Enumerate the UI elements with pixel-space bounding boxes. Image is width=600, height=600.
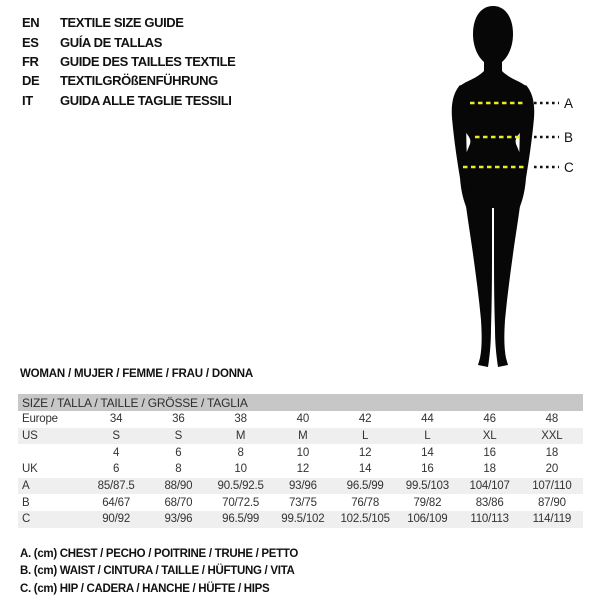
table-cell: 34 [109,413,123,426]
table-cell: 93/96 [164,513,193,526]
table-cell: L [362,430,369,443]
language-code: FR [22,53,39,69]
table-cell: XL [482,430,497,443]
table-cell: 18 [483,463,496,476]
measurement-footnotes [20,545,298,598]
language-label: GUIDA ALLE TAGLIE TESSILI [60,92,232,108]
woman-silhouette [452,6,534,367]
table-row [18,444,583,461]
table-cell: 38 [234,413,247,426]
table-row [18,511,583,528]
table-cell: 42 [358,413,372,426]
table-cell: 68/70 [164,496,193,509]
language-list [22,13,235,110]
table-row [18,411,583,428]
table-cell: 70/72.5 [222,496,260,509]
table-cell: M [235,430,246,443]
language-label: GUIDE DES TAILLES TEXTILE [60,53,236,69]
language-row-fr [22,52,235,71]
table-cell: S [174,430,183,443]
table-cell: M [298,430,308,443]
table-cell: S [112,430,120,443]
table-cell: 110/113 [470,513,509,526]
table-cell: 8 [237,446,244,459]
size-table-header-text: SIZE / TALLA / TAILLE / GRÖSSE / TAGLIA [22,395,248,410]
table-cell: 93/96 [288,480,317,493]
table-cell: 20 [545,463,559,476]
table-cell: 14 [358,463,372,476]
table-cell: 96.5/99 [222,513,260,526]
table-cell: 64/67 [102,496,131,509]
table-row-label: C [22,513,31,526]
table-cell: 73/75 [288,496,317,509]
table-cell: L [424,430,431,443]
table-cell: 44 [421,413,434,426]
table-cell: 83/86 [475,496,504,509]
table-row-label: A [22,480,30,493]
table-cell: 6 [113,463,120,476]
table-cell: XXL [541,430,563,443]
table-cell: 79/82 [413,496,442,509]
table-row-label: Europe [22,413,58,426]
language-label: TEXTILE SIZE GUIDE [60,15,184,31]
table-cell: 46 [483,413,496,426]
table-cell: 96.5/99 [346,480,384,493]
table-cell: 48 [545,413,559,426]
table-cell: 16 [421,463,434,476]
size-table-body [18,411,583,528]
table-cell: 6 [175,446,182,459]
table-cell: 90.5/92.5 [217,480,264,493]
table-cell: 99.5/102 [281,513,325,526]
language-code: IT [22,92,33,108]
language-row-en [22,13,235,32]
table-cell: 40 [296,413,310,426]
table-cell: 8 [175,463,182,476]
table-row-label: US [22,430,38,443]
language-code: ES [22,34,39,50]
table-cell: 18 [545,446,559,459]
table-cell: 85/87.5 [97,480,135,493]
table-cell: 114/119 [532,513,572,526]
language-label: TEXTILGRÖßENFÜHRUNG [60,73,218,89]
table-cell: 36 [172,413,185,426]
table-row [18,494,583,511]
table-cell: 104/107 [469,480,510,493]
footnote-waist: B. (cm) WAIST / CINTURA / TAILLE / HÜFTUNG / VITA [20,565,295,578]
size-table-header [18,394,583,411]
table-cell: 88/90 [164,480,193,493]
footnote-hip: C. (cm) HIP / CADERA / HANCHE / HÜFTE / HIPS [20,582,270,595]
language-row-it [22,91,235,110]
language-row-es [22,32,235,51]
table-cell: 10 [234,463,247,476]
language-row-de [22,71,235,90]
table-cell: 12 [358,446,372,459]
table-row [18,478,583,495]
table-cell: 4 [113,446,120,459]
hip-label: C [564,160,574,175]
woman-silhouette-svg [420,0,600,375]
table-cell: 76/78 [351,496,380,509]
table-cell: 12 [296,463,310,476]
table-cell: 90/92 [102,513,131,526]
language-label: GUÍA DE TALLAS [60,34,163,50]
table-row [18,428,583,445]
chest-label: A [564,96,574,111]
footnote-chest: A. (cm) CHEST / PECHO / POITRINE / TRUHE / PETTO [20,547,299,560]
table-cell: 106/109 [407,513,448,526]
table-cell: 99.5/103 [405,480,449,493]
table-cell: 87/90 [537,496,566,509]
language-code: DE [22,73,40,89]
table-cell: 102.5/105 [340,513,390,526]
waist-label: B [564,130,574,145]
woman-heading: WOMAN / MUJER / FEMME / FRAU / DONNA [20,368,254,380]
size-table [18,394,583,528]
table-row-label: B [22,496,30,509]
table-row [18,461,583,478]
table-row-label: UK [22,463,38,476]
table-cell: 10 [296,446,310,459]
table-cell: 107/110 [532,480,572,493]
woman-silhouette-figure [420,0,600,375]
table-cell: 14 [421,446,434,459]
language-code: EN [22,15,40,31]
table-cell: 16 [483,446,496,459]
